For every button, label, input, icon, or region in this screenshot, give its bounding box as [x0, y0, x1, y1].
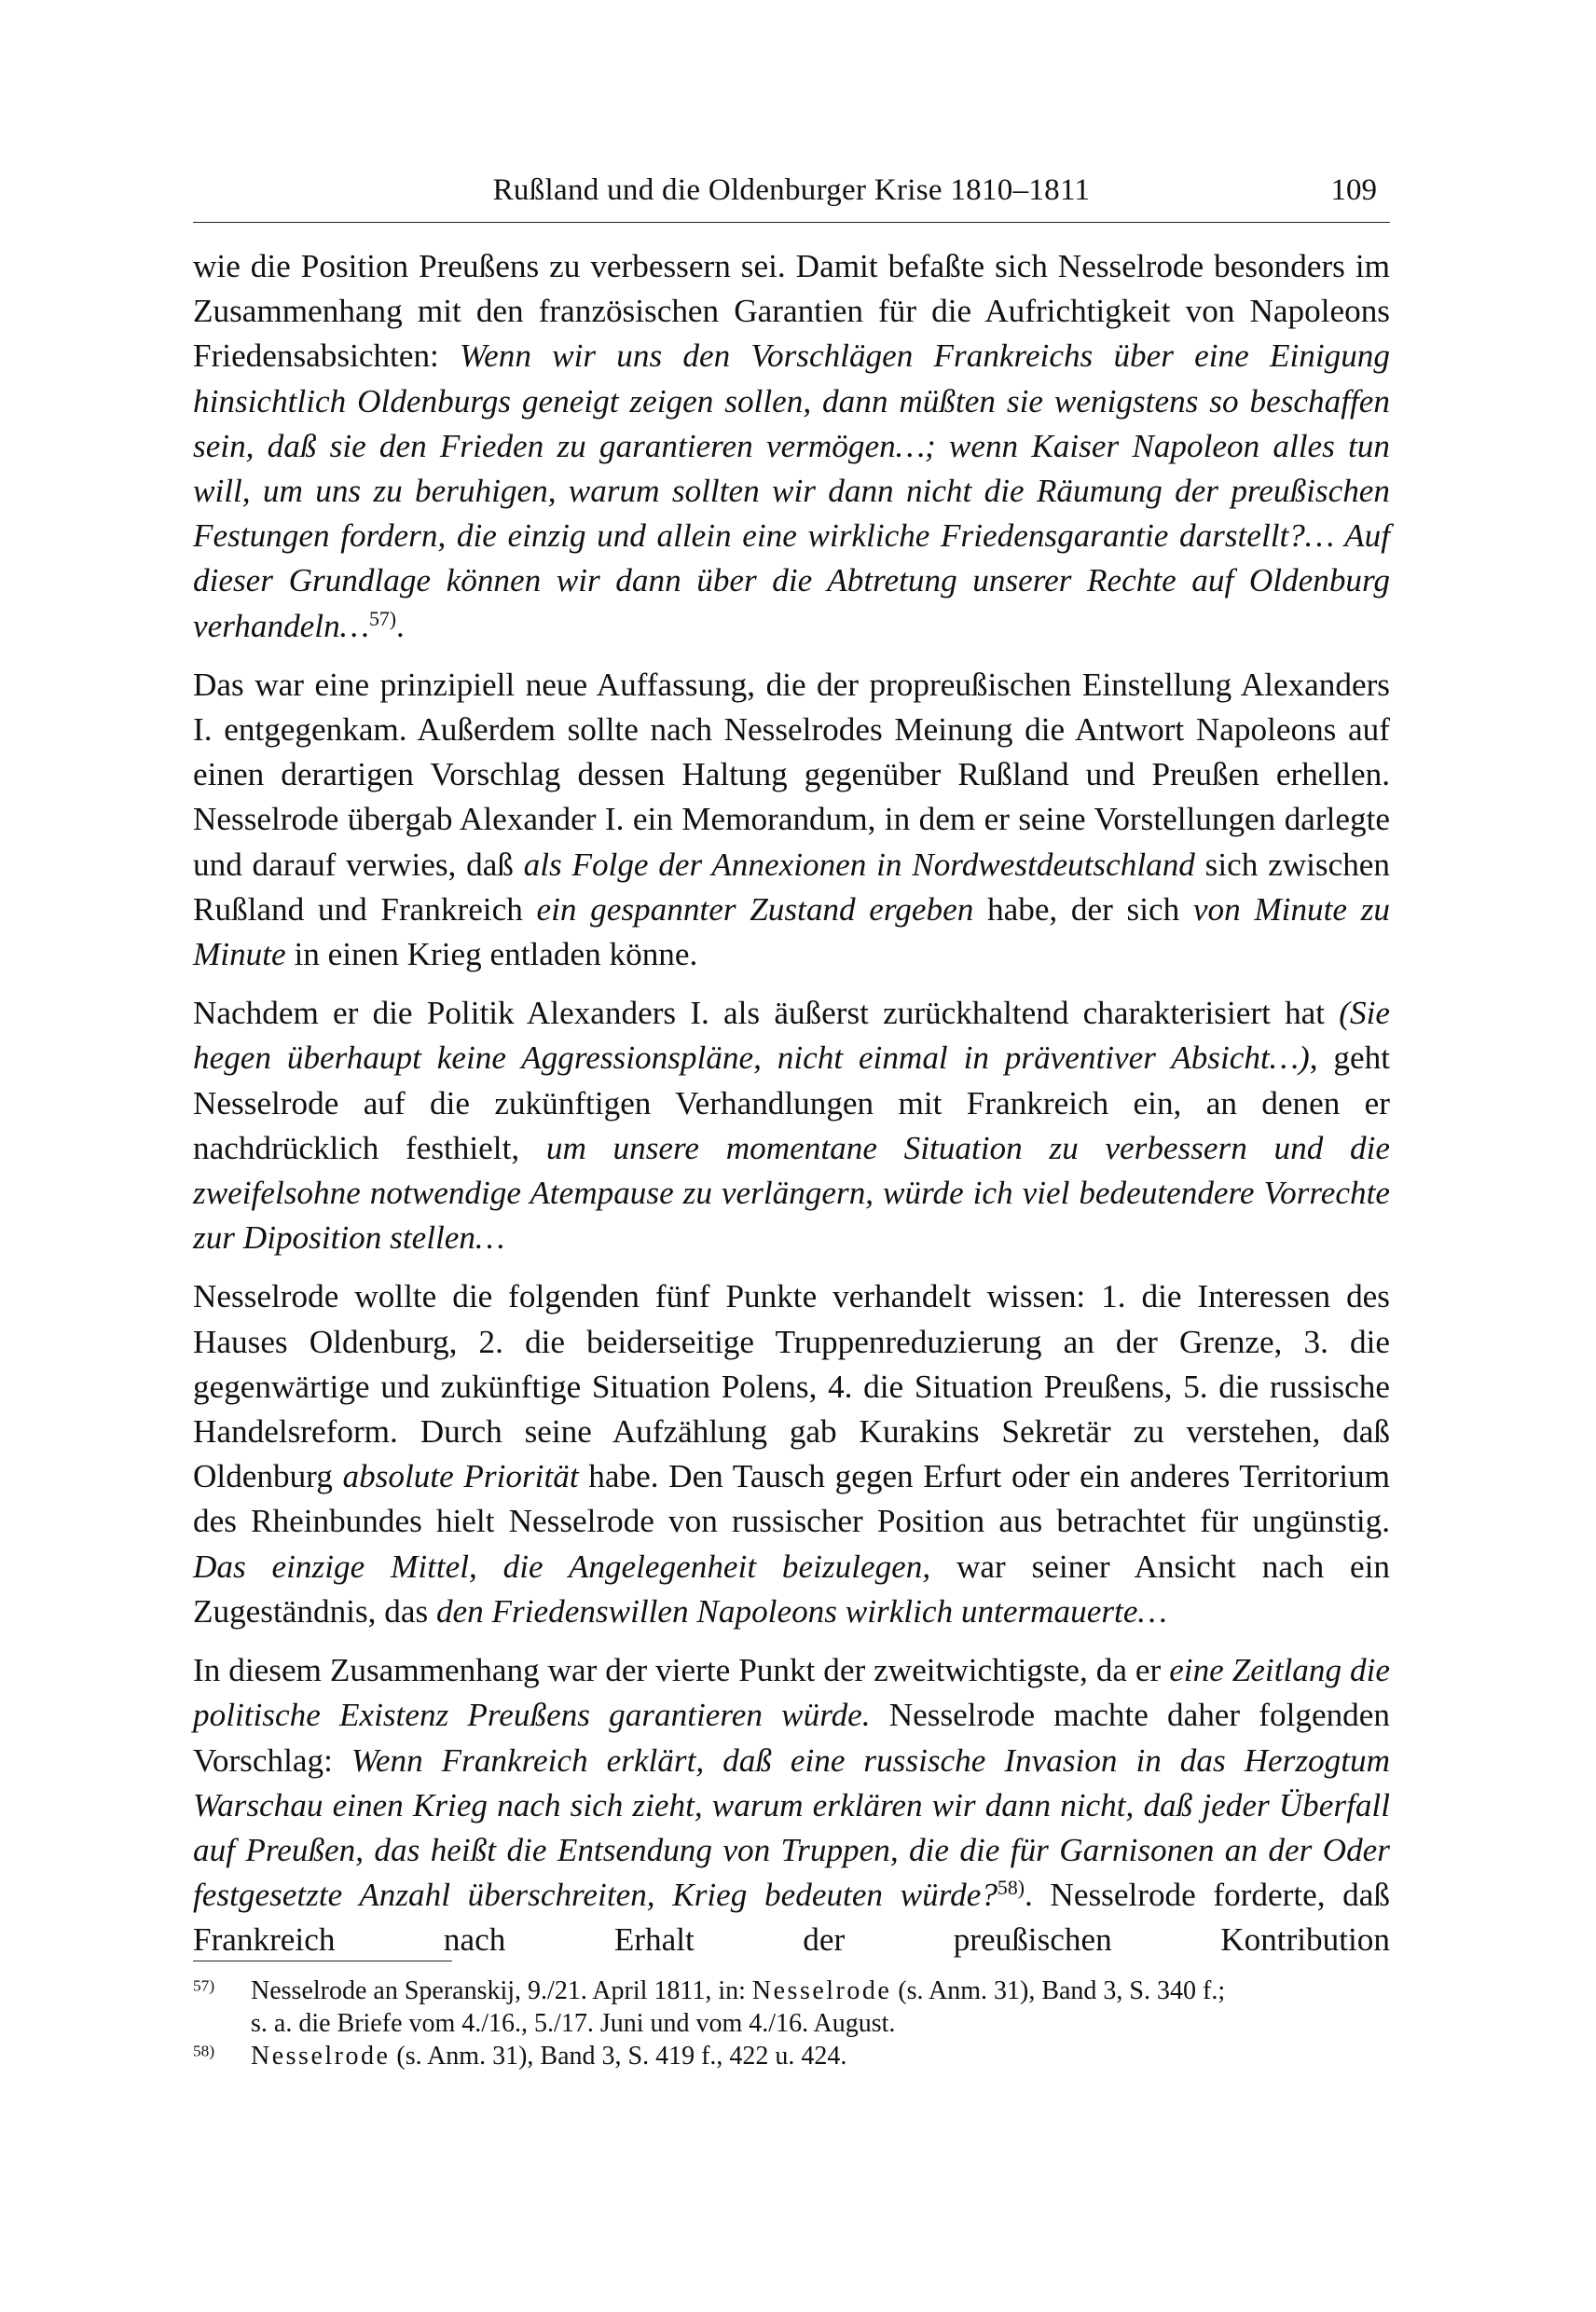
running-header — [193, 173, 1390, 216]
text-run: In diesem Zusammenhang war der vierte Punkt der zweitwichtigste, da er — [193, 1652, 1170, 1689]
footnotes — [193, 1975, 1390, 2072]
italic-quote: den Friedenswillen Napoleons wirklich untermauerte… — [435, 1592, 1167, 1630]
italic-quote: absolute Priorität — [342, 1458, 579, 1495]
running-title: Rußland und die Oldenburger Krise 1810–1811 — [492, 173, 1091, 207]
text-run: habe. Den Tausch gegen Erfurt oder ein anderes Territorium des Rheinbundes hielt Nesselrode von russischer Position aus betrachtet für ungünstig. — [193, 1458, 1390, 1540]
text-run: war seiner Ansicht nach ein Zugeständnis, das — [193, 1548, 1390, 1630]
italic-quote: Wenn Frankreich erklärt, daß eine russische Invasion in das Herzogtum Warschau einen Krieg nach sich zieht, warum erklären wir dann nicht, daß jeder Überfall auf Preußen, das heißt die Entsendung von Truppen, die die für Garnisonen an der Oder festgesetzte Anzahl überschreiten, Krieg bedeuten würde? — [193, 1741, 1390, 1914]
text-run: , geht Nesselrode auf die zukünftigen Verhandlungen mit Frankreich ein, an denen er nachdrücklich festhielt, — [193, 1039, 1390, 1166]
text-run: . — [396, 607, 405, 644]
text-run: . Nesselrode forderte, daß Frankreich nach Erhalt der preußischen Kontribution — [193, 1877, 1390, 1959]
footnote-text: (s. Anm. 31), Band 3, S. 340 f.; — [891, 1976, 1226, 2005]
author-name: Nesselrode — [251, 2042, 391, 2071]
page-number: 109 — [1330, 173, 1377, 207]
footnote-reference[interactable]: 57) — [368, 607, 397, 630]
footnote-line — [193, 2040, 1390, 2072]
paragraph — [193, 1648, 1390, 1962]
paragraph — [193, 244, 1390, 649]
author-name: Nesselrode — [751, 1976, 892, 2005]
text-run: Nachdem er die Politik Alexanders I. als äußerst zurückhaltend charakterisiert hat — [193, 995, 1340, 1032]
italic-quote: Wenn wir uns den Vorschlägen Frankreichs über eine Einigung hinsichtlich Oldenburgs geneigt zeigen sollen, dann müßten sie wenigstens so beschaffen sein, daß sie den Frieden zu garantieren vermögen…; wenn Kaiser Napoleon alles tun will, um uns zu beruhigen, warum sollten wir dann nicht die Räumung der preußischen Festungen fordern, die einzig und allein eine wirkliche Friedensgarantie darstellt?… Auf dieser Grundlage können wir dann über die Abtretung unserer Rechte auf Oldenburg verhandeln… — [193, 337, 1390, 644]
paragraph — [193, 663, 1390, 977]
footnote-reference[interactable]: 58) — [997, 1877, 1025, 1900]
text-run: Nesselrode wollte die folgenden fünf Punkte verhandelt wissen: 1. die Interessen des Hauses Oldenburg, 2. die beiderseitige Truppenreduzierung an der Grenze, 3. die gegenwärtige und zukünftige Situation Polens, 4. die Situation Preußens, 5. die russische Handelsreform. Durch seine Aufzählung gab Kurakins Sekretär zu verstehen, daß Oldenburg — [193, 1278, 1390, 1495]
text-run: Das war eine prinzipiell neue Auffassung, die der propreußischen Einstellung Alexanders I. entgegenkam. Außerdem sollte nach Nesselrodes Meinung die Antwort Napoleons auf einen derartigen Vorschlag dessen Haltung gegenüber Rußland und Preußen erhellen. Nesselrode übergab Alexander I. ein Memorandum, in dem er seine Vorstellungen darlegte und darauf verwies, daß — [193, 666, 1390, 883]
italic-quote: eine Zeitlang die politische Existenz Preußens garantieren würde. — [193, 1652, 1390, 1734]
header-rule — [193, 222, 1390, 223]
footnote-text: s. a. die Briefe vom 4./16., 5./17. Juni und vom 4./16. August. — [251, 2009, 896, 2038]
footnote-marker: 57) — [193, 1976, 215, 1995]
footnote-text: (s. Anm. 31), Band 3, S. 419 f., 422 u. 424. — [390, 2042, 847, 2071]
text-run: Nesselrode machte daher folgenden Vorschlag: — [193, 1697, 1390, 1779]
text-run: in einen Krieg entladen könne. — [285, 936, 698, 973]
italic-quote: ein gespannter Zustand ergeben — [536, 890, 974, 928]
footnote-line — [193, 2007, 1390, 2040]
paragraph — [193, 1274, 1390, 1634]
italic-quote: Das einzige Mittel, die Angelegenheit beizulegen, — [193, 1548, 931, 1585]
body-text — [193, 244, 1390, 1977]
italic-quote: um unsere momentane Situation zu verbessern und die zweifelsohne notwendige Atempause zu verlängern, würde ich viel bedeutendere Vorrechte zur Diposition stellen… — [193, 1129, 1390, 1257]
paragraph — [193, 991, 1390, 1260]
italic-quote: von Minute zu Minute — [193, 890, 1391, 973]
text-run: sich zwischen Rußland und Frankreich — [193, 846, 1390, 928]
footnote-line — [193, 1975, 1390, 2007]
italic-quote: als Folge der Annexionen in Nordwestdeutschland — [523, 846, 1195, 883]
italic-quote: (Sie hegen überhaupt keine Aggressionspläne, nicht einmal in präventiver Absicht…) — [193, 995, 1390, 1077]
footnote-text: Nesselrode an Speranskij, 9./21. April 1811, in: — [251, 1976, 752, 2005]
text-run: habe, der sich — [973, 890, 1193, 928]
footnote-marker: 58) — [193, 2042, 215, 2060]
text-run: wie die Position Preußens zu verbessern sei. Damit befaßte sich Nesselrode besonders im Zusammenhang mit den französischen Garantien für die Aufrichtigkeit von Napoleons Friedensabsichten: — [193, 248, 1390, 375]
